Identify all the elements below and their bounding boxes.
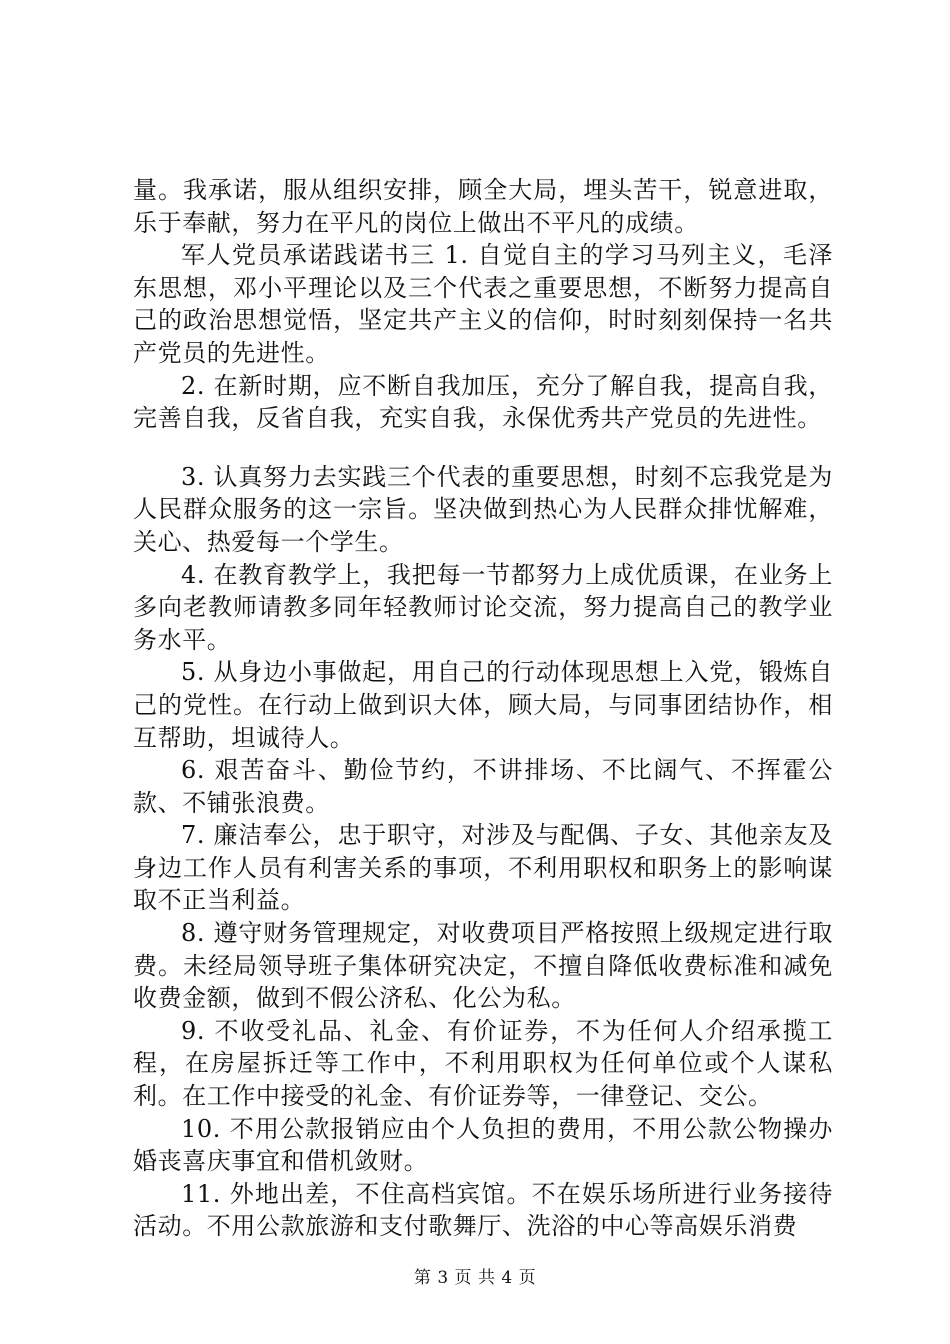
page-number-footer: 第 3 页 共 4 页 [413, 1268, 537, 1288]
paragraph-intro: 量。我承诺，服从组织安排，顾全大局，埋头苦干，锐意进取，乐于奉献，努力在平凡的岗位上做出不平凡的成绩。 [133, 176, 833, 237]
paragraph-item-6: 6. 艰苦奋斗、勤俭节约，不讲排场、不比阔气、不挥霍公款、不铺张浪费。 [133, 756, 833, 817]
paragraph-item-3: 3. 认真努力去实践三个代表的重要思想，时刻不忘我党是为人民群众服务的这一宗旨。坚决做到热心为人民群众排忧解难，关心、热爱每一个学生。 [133, 462, 833, 556]
paragraph-item-7: 7. 廉洁奉公，忠于职守，对涉及与配偶、子女、其他亲友及身边工作人员有利害关系的事项，不利用职权和职务上的影响谋取不正当利益。 [133, 821, 833, 915]
paragraph-item-4: 4. 在教育教学上，我把每一节都努力上成优质课，在业务上多向老教师请教多同年轻教师讨论交流，努力提高自己的教学业务水平。 [133, 560, 833, 654]
paragraph-item-5: 5. 从身边小事做起，用自己的行动体现思想上入党，锻炼自己的党性。在行动上做到识大体，顾大局，与同事团结协作，相互帮助，坦诚待人。 [133, 658, 833, 752]
document-body [133, 174, 833, 1243]
paragraph-item-10: 10. 不用公款报销应由个人负担的费用，不用公款公物操办婚丧喜庆事宜和借机敛财。 [133, 1114, 833, 1176]
paragraph-item-1: 军人党员承诺践诺书三 1. 自觉自主的学习马列主义，毛泽东思想，邓小平理论以及三个代表之重要思想，不断努力提高自己的政治思想觉悟，坚定共产主义的信仰，时时刻刻保持一名共产党员的先进性。 [133, 241, 833, 367]
paragraph-gap [133, 435, 833, 461]
paragraph-item-2: 2. 在新时期，应不断自我加压，充分了解自我，提高自我，完善自我，反省自我，充实自我，永保优秀共产党员的先进性。 [133, 371, 833, 433]
paragraph-item-9: 9. 不收受礼品、礼金、有价证券，不为任何人介绍承揽工程，在房屋拆迁等工作中，不利用职权为任何单位或个人谋私利。在工作中接受的礼金、有价证券等，一律登记、交公。 [133, 1016, 833, 1111]
paragraph-item-11: 11. 外地出差，不住高档宾馆。不在娱乐场所进行业务接待活动。不用公款旅游和支付歌舞厅、洗浴的中心等高娱乐消费 [133, 1179, 833, 1241]
paragraph-item-8: 8. 遵守财务管理规定，对收费项目严格按照上级规定进行取费。未经局领导班子集体研究决定，不擅自降低收费标准和减免收费金额，做到不假公济私、化公为私。 [133, 919, 833, 1013]
